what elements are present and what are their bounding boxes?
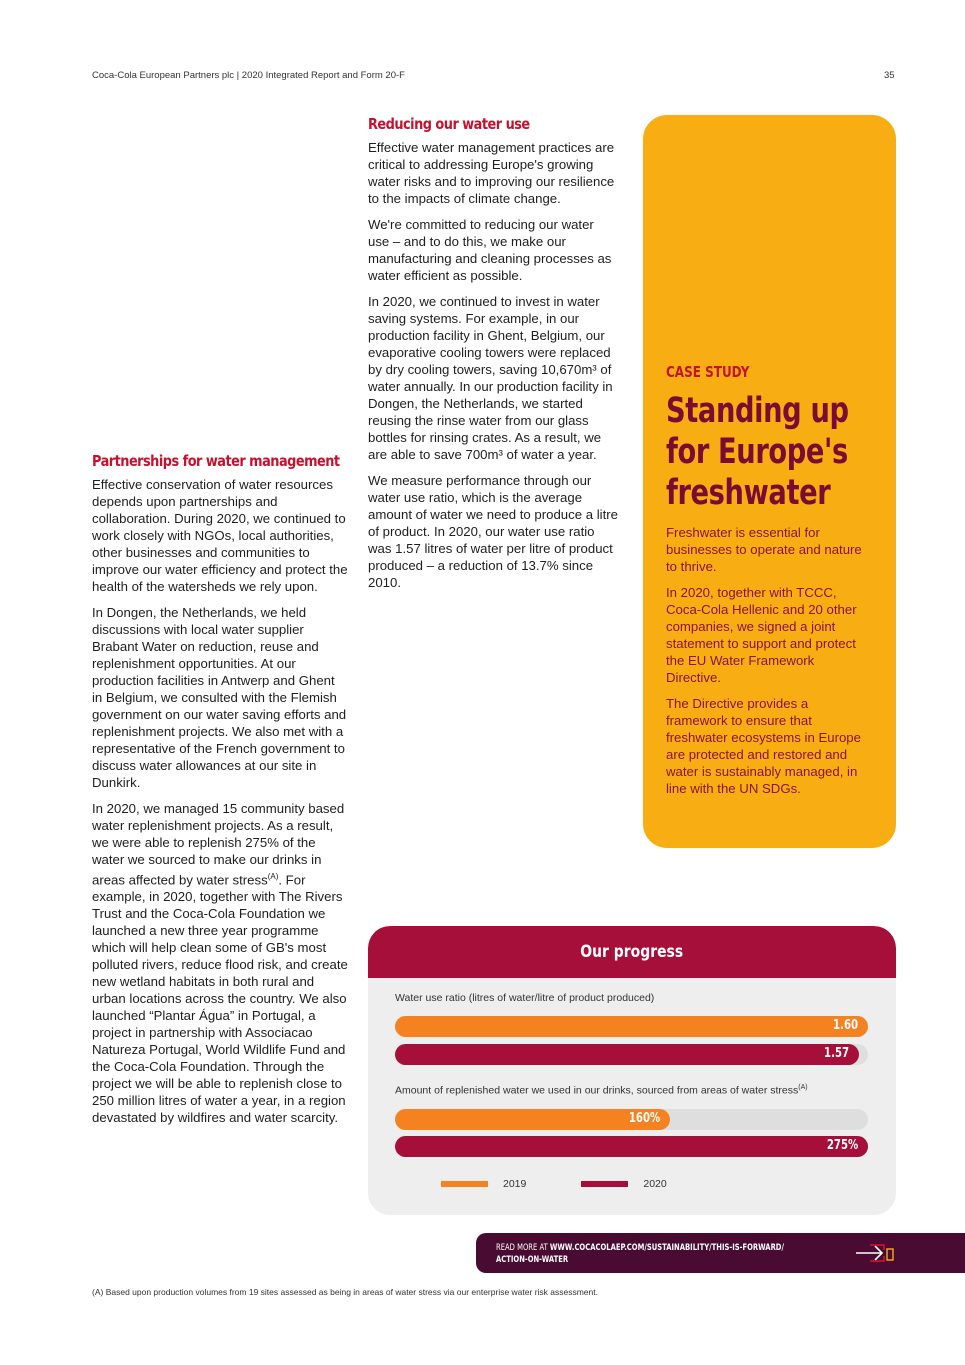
metric-label-water-use: Water use ratio (litres of water/litre of product produced) <box>395 992 655 1004</box>
progress-panel <box>368 926 896 1215</box>
bar-track <box>395 1016 868 1037</box>
footnote-ref: (A) <box>798 1084 808 1091</box>
bar-value-label: 1.60 <box>832 1018 858 1033</box>
bar-value-label: 275% <box>826 1138 858 1153</box>
bar-value-label: 160% <box>628 1111 661 1126</box>
paragraph: Effective water management practices are critical to addressing Europe's growing water risks and to improving our resilience to the impacts of climate change. <box>368 140 615 206</box>
metric-label-text: Amount of replenished water we used in our drinks, sourced from areas of water stress <box>395 1084 799 1097</box>
legend-label-2019: 2019 <box>503 1178 527 1190</box>
bar-water-use-2020 <box>395 1044 859 1065</box>
footnote-ref: (A) <box>267 872 279 881</box>
read-more-banner[interactable] <box>476 1233 965 1273</box>
paragraph: In 2020, we continued to invest in water saving systems. For example, in our production facility in Ghent, Belgium, our evaporative cooling towers were replaced by dry cooling towers, saving 10,670m³ of water annually. In our production facility in Dongen, the Netherlands, we started reusing the rinse water from our glass bottles for rinsing crates. As a result, we are able to save 700m³ of water a year. <box>368 294 613 462</box>
bar-value-label: 1.57 <box>824 1046 850 1061</box>
section-heading-reducing: Reducing our water use <box>368 115 530 133</box>
bar-replenished-2020 <box>395 1136 868 1157</box>
case-study-paragraph: In 2020, together with TCCC, Coca-Cola Hellenic and 20 other companies, we signed a joint statement to support and protect the EU Water Framework Directive. <box>666 585 857 685</box>
arrow-right-icon[interactable] <box>854 1242 900 1264</box>
read-more-url[interactable]: ACTION-ON-WATER <box>496 1255 569 1265</box>
progress-header <box>368 926 896 978</box>
page-number: 35 <box>884 70 895 81</box>
legend-swatch-2019 <box>441 1181 488 1187</box>
paragraph-text: . For example, in 2020, together with The Rivers Trust and the Coca-Cola Foundation we launched a new three year programme which will help clean some of GB's most polluted rivers, reduce flood risk, and create new wetland habitats in both rural and urban locations across the country. We also launched “Plantar Água” in Portugal, a project in partnership with Associacao Natureza Portugal, World Wildlife Fund and the Coca-Cola Foundation. Through the project we will be able to replenish close to 250 million litres of water a year, in a region devastated by wildfires and water scarcity. <box>92 872 348 1126</box>
legend-swatch-2020 <box>581 1181 628 1187</box>
middle-column <box>368 116 618 600</box>
bar-replenished-2019 <box>395 1109 670 1130</box>
section-heading-partnerships: Partnerships for water management <box>92 452 340 470</box>
legend-label-2020: 2020 <box>643 1178 667 1190</box>
bar-track <box>395 1109 868 1130</box>
paragraph: Effective conservation of water resources depends upon partnerships and collaboration. During 2020, we continued to work closely with NGOs, local authorities, other businesses and communities to improve our water efficiency and protect the health of the watersheds we rely upon. <box>92 477 348 594</box>
paragraph-text: In 2020, we managed 15 community based water replenishment projects. As a result, we were able to replenish 275% of the water we sourced to make our drinks in areas affected by water stress <box>92 801 345 888</box>
left-column <box>92 453 348 1135</box>
progress-title: Our progress <box>580 942 684 962</box>
read-more-url[interactable]: WWW.COCACOLAEP.COM/SUSTAINABILITY/THIS-IS-FORWARD/ <box>549 1243 784 1253</box>
case-study-tag: CASE STUDY <box>666 363 750 381</box>
paragraph: We measure performance through our water use ratio, which is the average amount of water we need to produce a litre of product. In 2020, our water use ratio was 1.57 litres of water per litre of product produced – a reduction of 13.7% since 2010. <box>368 473 618 590</box>
case-study-paragraph: Freshwater is essential for businesses to operate and nature to thrive. <box>666 525 862 574</box>
footnote: (A) Based upon production volumes from 19 sites assessed as being in areas of water stress via our enterprise water risk assessment. <box>92 1287 598 1297</box>
bar-water-use-2019 <box>395 1016 868 1037</box>
paragraph: In Dongen, the Netherlands, we held discussions with local water supplier Brabant Water on reduction, reuse and replenishment opportunities. At our production facilities in Antwerp and Ghent in Belgium, we consulted with the Flemish government on our water saving efforts and replenishment projects. We also met with a representative of the French government to discuss water allowances at our site in Dunkirk. <box>92 605 347 790</box>
bar-track <box>395 1044 868 1065</box>
case-study-title: Standing up for Europe's freshwater <box>666 391 849 513</box>
read-more-prefix: READ MORE AT <box>496 1243 550 1253</box>
report-title: Coca-Cola European Partners plc | 2020 Integrated Report and Form 20-F <box>92 70 405 81</box>
metric-label-replenished <box>395 1084 808 1097</box>
read-more-link[interactable] <box>496 1242 832 1266</box>
bar-track <box>395 1136 868 1157</box>
paragraph <box>92 800 348 1126</box>
paragraph: We're committed to reducing our water use – and to do this, we make our manufacturing and cleaning processes as water efficient as possible. <box>368 217 612 283</box>
case-study-paragraph: The Directive provides a framework to ensure that freshwater ecosystems in Europe are protected and restored and water is sustainably managed, in line with the UN SDGs. <box>666 696 861 796</box>
case-study-panel <box>643 115 896 848</box>
chart-legend <box>441 1178 667 1190</box>
